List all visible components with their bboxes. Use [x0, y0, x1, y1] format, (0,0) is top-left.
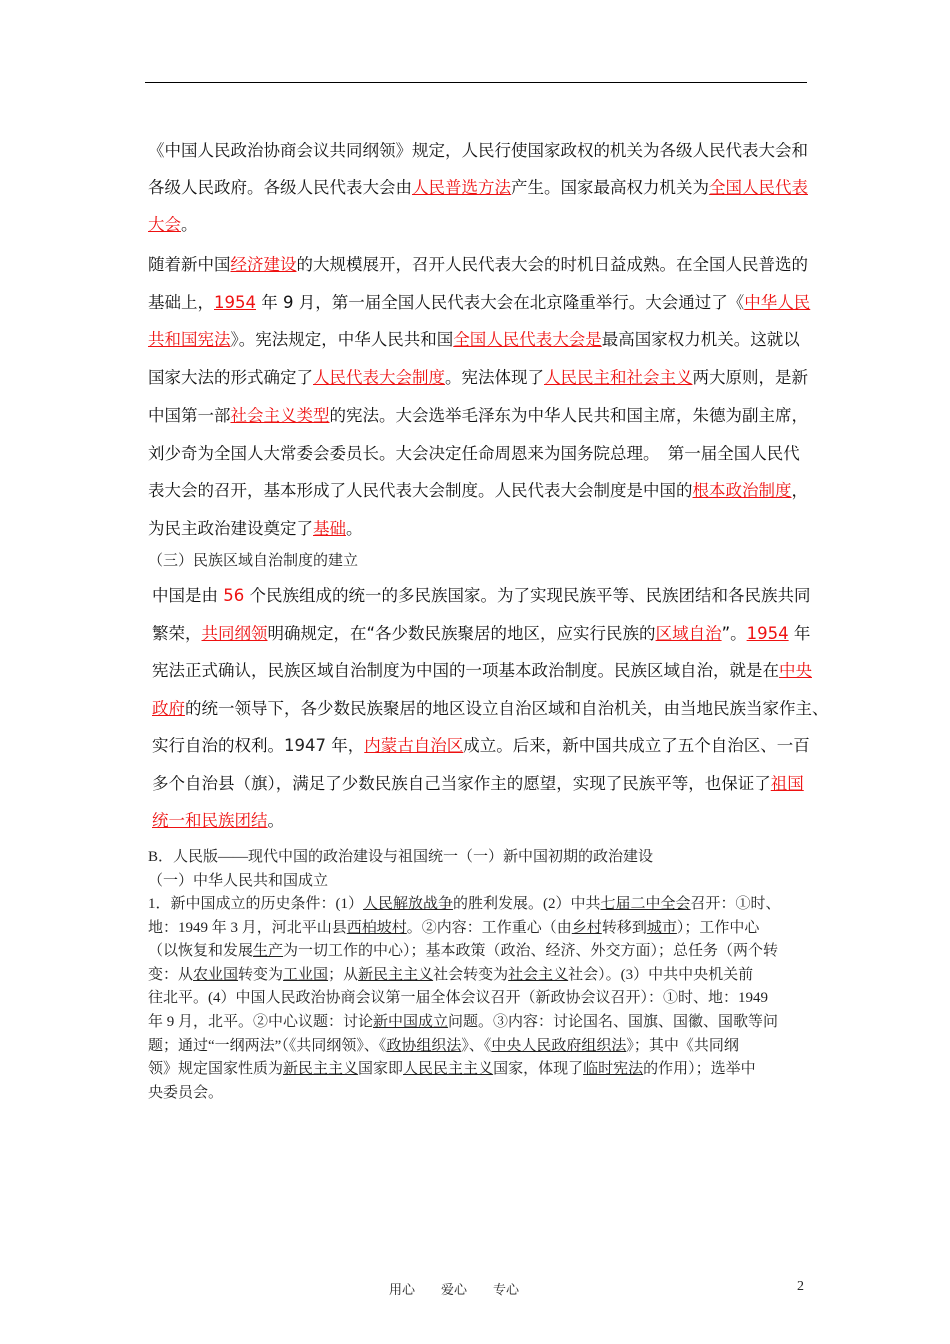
- text-line: 题；通过“一纲两法”（《共同纲领》、《政协组织法》、《中央人民政府组织法》；其中《共同纲: [148, 1037, 739, 1054]
- keyword: 中央: [779, 661, 812, 680]
- number: 56: [223, 586, 245, 605]
- keyword: 社会主义类型: [230, 405, 330, 425]
- year-number: 1947: [284, 736, 326, 755]
- text-line: 基础上，1954 年 9 月，第一届全国人民代表大会在北京隆重举行。大会通过了《中华人民: [148, 292, 811, 312]
- text-line: 统一和民族团结。: [152, 811, 284, 830]
- text-line: 年 9 月，北平。②中心议题：讨论新中国成立问题。③内容：讨论国名、国旗、国徽、国歌等问: [148, 1013, 779, 1030]
- text-line: 各级人民政府。各级人民代表大会由人民普选方法产生。国家最高权力机关为全国人民代表: [148, 178, 808, 197]
- keyword: 全国人民代表: [709, 178, 808, 197]
- text-line: 表大会的召开，基本形成了人民代表大会制度。人民代表大会制度是中国的根本政治制度，: [148, 481, 808, 501]
- keyword: 共和国宪法: [148, 330, 231, 350]
- year-number: 1954: [746, 623, 789, 643]
- text-line: 央委员会。: [148, 1084, 224, 1101]
- section-b-subtitle: （一）中华人民共和国成立: [148, 872, 329, 889]
- section-title-regional-autonomy: （三）民族区域自治制度的建立: [148, 551, 359, 569]
- keyword: 统一和民族团结: [152, 811, 268, 830]
- keyword: 区域自治: [655, 623, 722, 643]
- text-line: 实行自治的权利。1947 年，内蒙古自治区成立。后来，新中国共成立了五个自治区、一百: [152, 736, 810, 755]
- keyword: 经济建设: [230, 255, 297, 274]
- text-line: 中国是由 56 个民族组成的统一的多民族国家。为了实现民族平等、民族团结和各民族共同: [152, 586, 811, 605]
- text-line: 共和国宪法》。宪法规定，中华人民共和国全国人民代表大会是最高国家权力机关。这就以: [148, 330, 800, 350]
- keyword: 内蒙古自治区: [364, 736, 464, 755]
- text-line: （以恢复和发展生产为一切工作的中心）；基本政策（政治、经济、外交方面）；总任务（两个转: [148, 943, 779, 960]
- page-number: 2: [797, 1279, 804, 1294]
- header-rule: [145, 82, 807, 83]
- paragraph-first-npc: [148, 246, 818, 548]
- footer-motto: 用心 爱心 专心: [389, 1283, 520, 1298]
- paragraph-regional-autonomy: [152, 577, 829, 840]
- text-line: 大会。: [148, 215, 198, 234]
- paragraph-npc-organs: [148, 132, 818, 243]
- section-b-title: B．人民版——现代中国的政治建设与祖国统一（一）新中国初期的政治建设: [148, 849, 654, 865]
- text-line: 变：从农业国转变为工业国；从新民主主义社会转变为社会主义社会）。(3）中共中央机关前: [148, 966, 754, 983]
- keyword: 人民代表大会制度: [313, 368, 445, 388]
- text-line: 国家大法的形式确定了人民代表大会制度。宪法体现了人民民主和社会主义两大原则，是新: [148, 368, 808, 388]
- text-line: 领》规定国家性质为新民主主义国家即人民民主主义国家，体现了临时宪法的作用）；选举中: [148, 1061, 756, 1078]
- text-line: 政府的统一领导下，各少数民族聚居的地区设立自治区域和自治机关，由当地民族当家作主、: [152, 698, 829, 718]
- text-line: 《中国人民政治协商会议共同纲领》规定，人民行使国家政权的机关为各级人民代表大会和: [148, 141, 808, 160]
- text-line: 为民主政治建设奠定了基础。: [148, 518, 363, 538]
- text-line: 多个自治县（旗），满足了少数民族自己当家作主的愿望，实现了民族平等，也保证了祖国: [152, 773, 804, 793]
- keyword: 基础: [313, 518, 346, 538]
- keyword: 人民普选方法: [412, 178, 511, 197]
- keyword: 祖国: [770, 773, 804, 793]
- text-line: 刘少奇为全国人大常委会委员长。大会决定任命周恩来为国务院总理。 第一届全国人民代: [148, 443, 800, 463]
- keyword: 政府: [152, 698, 185, 718]
- keyword: 根本政治制度: [692, 481, 792, 501]
- section-b-heading: [148, 846, 818, 893]
- text-line: 1．新中国成立的历史条件：(1）人民解放战争的胜利发展。(2）中共七届二中全会召开：①时、: [148, 896, 781, 912]
- paragraph-prc-founding: [148, 893, 818, 1105]
- text-line: 宪法正式确认，民族区域自治制度为中国的一项基本政治制度。民族区域自治，就是在中央: [152, 661, 812, 680]
- text-line: 随着新中国经济建设的大规模展开，召开人民代表大会的时机日益成熟。在全国人民普选的: [148, 255, 808, 274]
- keyword: 中华人民: [744, 292, 811, 312]
- text-line: 往北平。(4）中国人民政治协商会议第一届全体会议召开（新政协会议召开）：①时、地：1949: [148, 990, 768, 1007]
- keyword: 全国人民代表大会是: [453, 330, 602, 350]
- keyword: 大会: [148, 215, 181, 234]
- year-number: 1954: [214, 292, 256, 312]
- text-line: 地：1949 年 3 月，河北平山县西柏坡村。②内容：工作重心（由乡村转移到城市）；工作中心: [148, 919, 760, 936]
- keyword: 人民民主和社会主义: [544, 368, 693, 388]
- text-line: 中国第一部社会主义类型的宪法。大会选举毛泽东为中华人民共和国主席，朱德为副主席，: [148, 405, 808, 425]
- text-line: 繁荣，共同纲领明确规定，在“各少数民族聚居的地区，应实行民族的区域自治”。1954 年: [152, 623, 811, 643]
- keyword: 共同纲领: [201, 623, 268, 643]
